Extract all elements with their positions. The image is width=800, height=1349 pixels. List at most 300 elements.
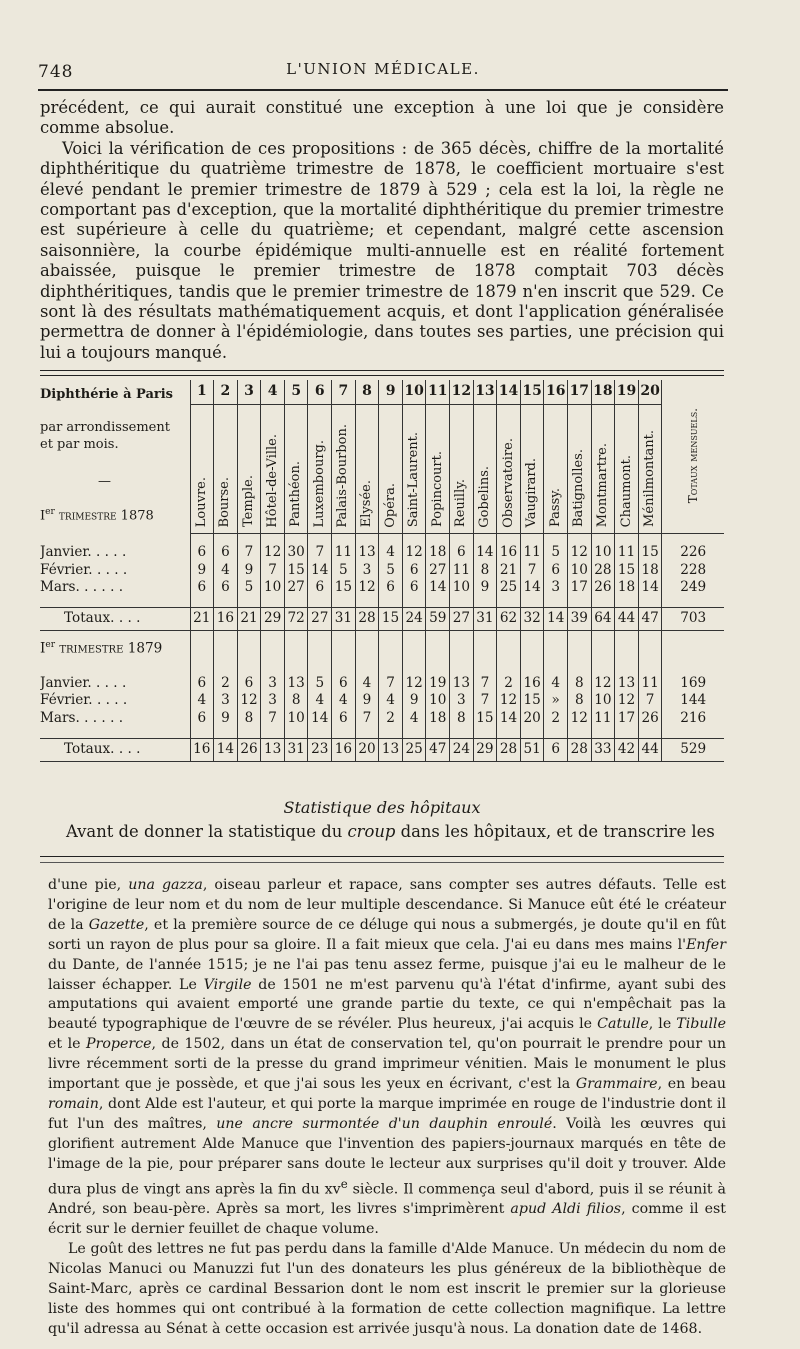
spacer-cell [214, 534, 238, 545]
spacer-cell [568, 665, 592, 675]
table-cell: 18 [615, 579, 639, 597]
table-cell: 4 [379, 544, 403, 562]
table-cell: 13 [284, 675, 308, 693]
spacer-cell [214, 630, 238, 665]
table-cell: 15 [615, 562, 639, 580]
spacer-cell [332, 665, 356, 675]
spacer-cell [497, 597, 521, 608]
arrondissement-header [237, 405, 261, 534]
column-number: 19 [615, 380, 639, 405]
arrondissement-name: Gobelins. [476, 465, 492, 528]
table-cell: 12 [237, 692, 261, 710]
table-cell: 16 [520, 675, 544, 693]
table-cell: 10 [261, 579, 285, 597]
spacer-cell [261, 728, 285, 739]
totals-cell: 44 [615, 607, 639, 630]
table-cell: 15 [473, 710, 497, 728]
quarter-1879-sup: er [45, 640, 56, 651]
column-number: 5 [284, 380, 308, 405]
spacer-cell [308, 728, 332, 739]
spacer-cell [544, 597, 568, 608]
table-cell: 11 [332, 544, 356, 562]
arrondissement-header [355, 405, 379, 534]
spacer-cell [520, 597, 544, 608]
month-label: Février. . . . . [40, 692, 128, 709]
feuilleton-paragraph-2: Le goût des lettres ne fut pas perdu dans la famille d'Alde Manuce. Un médecin du nom de Nicolas Manuci ou Manuzzi fut l'un des donateurs les plus généreux de la bibliothèque de Saint-Marc, après ce cardinal Bessarion dont le nom est inscrit le premier sur la glorieuse liste des hommes qui ont contribué à la formation de cette collection magnifique. La lettre qu'il adressa au Sénat à cette occasion est arrivée jusqu'à nous. La donation date de 1468. [48, 1241, 726, 1337]
table-cell: 10 [568, 562, 592, 580]
column-number: 2 [214, 380, 238, 405]
table-cell: 3 [261, 675, 285, 693]
spacer-cell [497, 728, 521, 739]
arrondissement-name: Panthéon. [288, 461, 304, 528]
spacer-cell [237, 728, 261, 739]
table-cell: 6 [402, 579, 426, 597]
table-cell: 15 [284, 562, 308, 580]
arrondissement-name: Passy. [547, 488, 563, 528]
monthly-total: 226 [662, 544, 724, 562]
spacer-cell [520, 728, 544, 739]
arrondissement-header [591, 405, 615, 534]
arrondissement-header [402, 405, 426, 534]
table-cell: 14 [473, 544, 497, 562]
table-cell: 12 [615, 692, 639, 710]
table-cell: 12 [497, 692, 521, 710]
table-cell: 17 [568, 579, 592, 597]
table-cell: 12 [355, 579, 379, 597]
table-cell: 5 [237, 579, 261, 597]
table-row [40, 562, 724, 580]
table-cell: 15 [520, 692, 544, 710]
spacer-cell [284, 534, 308, 545]
spacer-cell [40, 597, 190, 608]
spacer-cell [568, 597, 592, 608]
table-cell: 7 [638, 692, 662, 710]
table-cell: 4 [544, 675, 568, 693]
arrondissement-header [568, 405, 592, 534]
table-cell: 4 [308, 692, 332, 710]
arrondissement-header [450, 405, 474, 534]
arrondissement-name: Saint-Laurent. [406, 432, 422, 528]
totals-cell: 64 [591, 607, 615, 630]
spacer-cell [379, 534, 403, 545]
table-cell: 9 [190, 562, 214, 580]
month-label: Mars. . . . . . [40, 579, 124, 596]
spacer-cell [237, 597, 261, 608]
table-cell: 12 [591, 675, 615, 693]
totals-cell: 32 [520, 607, 544, 630]
table-label-header [40, 380, 190, 534]
table-cell: 13 [615, 675, 639, 693]
table-row [40, 675, 724, 693]
arrondissement-name: Hôtel-de-Ville. [264, 433, 280, 528]
total-column-name: Totaux mensuels. [686, 408, 701, 504]
table-cell: 7 [237, 544, 261, 562]
spacer-cell [190, 630, 214, 665]
totals-cell: 15 [379, 607, 403, 630]
table-cell: 21 [497, 562, 521, 580]
spacer-cell [379, 728, 403, 739]
table-cell: 6 [190, 675, 214, 693]
spacer-cell [591, 728, 615, 739]
table-cell: 8 [237, 710, 261, 728]
totals-cell: 47 [638, 607, 662, 630]
page-number: 748 [38, 62, 74, 82]
table-cell: 6 [308, 579, 332, 597]
spacer-cell [473, 728, 497, 739]
arrondissement-name: Luxembourg. [311, 439, 327, 528]
spacer-cell [40, 534, 190, 545]
totals-label: Totaux. . . . [40, 738, 190, 761]
spacer-cell [497, 534, 521, 545]
totals-cell: 62 [497, 607, 521, 630]
table-cell: 9 [402, 692, 426, 710]
spacer-cell [284, 630, 308, 665]
table-dash: — [98, 474, 111, 489]
monthly-total: 249 [662, 579, 724, 597]
table-cell: 14 [308, 710, 332, 728]
table-cell: 8 [473, 562, 497, 580]
table-cell: 15 [638, 544, 662, 562]
arrondissement-name: Bourse. [217, 476, 233, 528]
table-cell: 7 [261, 562, 285, 580]
arrondissement-name: Observatoire. [500, 437, 516, 528]
table-cell: 5 [379, 562, 403, 580]
spacer-cell [261, 534, 285, 545]
arrondissement-name: Temple. [241, 475, 256, 528]
table-title: Diphthérie à Paris [40, 387, 173, 402]
table-cell: 14 [520, 579, 544, 597]
table-cell: 27 [284, 579, 308, 597]
arrondissement-header [426, 405, 450, 534]
table-cell: 18 [426, 710, 450, 728]
spacer-cell [520, 630, 544, 665]
column-number: 7 [332, 380, 356, 405]
table-cell: 30 [284, 544, 308, 562]
spacer-cell [591, 534, 615, 545]
feuilleton-rule-2 [40, 862, 724, 863]
totals-cell: 39 [568, 607, 592, 630]
totals-cell: 31 [473, 607, 497, 630]
spacer-cell [355, 597, 379, 608]
table-cell: 9 [355, 692, 379, 710]
totals-cell: 72 [284, 607, 308, 630]
totals-cell: 21 [237, 607, 261, 630]
totals-cell: 29 [261, 607, 285, 630]
spacer-cell [520, 534, 544, 545]
spacer-cell [497, 665, 521, 675]
column-number: 18 [591, 380, 615, 405]
table-cell: 11 [638, 675, 662, 693]
table-cell: 6 [190, 710, 214, 728]
spacer-cell [426, 534, 450, 545]
table-cell: 11 [450, 562, 474, 580]
table-row [40, 544, 724, 562]
spacer-cell [379, 630, 403, 665]
totals-cell: 31 [332, 607, 356, 630]
spacer-cell [214, 665, 238, 675]
arrondissement-name: Popincourt. [429, 451, 445, 528]
spacer-cell [450, 597, 474, 608]
spacer-cell [355, 534, 379, 545]
table-cell: 12 [568, 544, 592, 562]
totals-cell: 42 [615, 738, 639, 761]
totals-cell: 16 [332, 738, 356, 761]
spacer-cell [568, 728, 592, 739]
hospitals-section-title: Statistique des hôpitaux [283, 798, 481, 817]
table-cell: 6 [332, 675, 356, 693]
journal-title: L'UNION MÉDICALE. [286, 60, 480, 78]
table-cell: 2 [379, 710, 403, 728]
table-cell: 3 [261, 692, 285, 710]
column-number: 12 [450, 380, 474, 405]
spacer-cell [284, 665, 308, 675]
spacer-cell [426, 665, 450, 675]
table-cell: 7 [355, 710, 379, 728]
hospitals-paragraph [40, 822, 724, 842]
arrondissement-header [214, 405, 238, 534]
intro-text [40, 98, 724, 363]
month-label: Mars. . . . . . [40, 709, 124, 726]
arrondissement-header [332, 405, 356, 534]
totals-cell: 26 [237, 738, 261, 761]
table-top-rule-2 [40, 375, 724, 376]
table-cell: 10 [591, 692, 615, 710]
table-cell: 4 [355, 675, 379, 693]
arrondissement-name: Palais-Bourbon. [335, 423, 351, 528]
table-cell: 10 [591, 544, 615, 562]
spacer-cell [237, 534, 261, 545]
column-number: 11 [426, 380, 450, 405]
table-row [40, 692, 724, 710]
totals-cell: 14 [544, 607, 568, 630]
spacer-cell [615, 630, 639, 665]
arrondissement-header [544, 405, 568, 534]
column-number: 14 [497, 380, 521, 405]
spacer-cell [450, 534, 474, 545]
table-cell: 3 [355, 562, 379, 580]
table-cell: 10 [426, 692, 450, 710]
table-cell: 16 [497, 544, 521, 562]
table-cell: 9 [237, 562, 261, 580]
arrondissement-header [190, 405, 214, 534]
hospitals-text-end: dans les hôpitaux, et de transcrire les [395, 822, 715, 841]
table-cell: 3 [544, 579, 568, 597]
totals-cell: 25 [402, 738, 426, 761]
arrondissement-name: Reuilly. [453, 479, 469, 528]
table-cell: 25 [497, 579, 521, 597]
page-header [38, 58, 728, 84]
spacer-cell [261, 665, 285, 675]
monthly-total: 228 [662, 562, 724, 580]
table-cell: 26 [591, 579, 615, 597]
table-cell: 5 [308, 675, 332, 693]
spacer-cell [615, 665, 639, 675]
spacer-cell [284, 597, 308, 608]
spacer-cell [544, 728, 568, 739]
column-number: 16 [544, 380, 568, 405]
arrondissement-name: Louvre. [193, 477, 209, 528]
spacer-cell [332, 534, 356, 545]
totals-label: Totaux. . . . [40, 607, 190, 630]
totals-cell: 33 [591, 738, 615, 761]
monthly-total: 216 [662, 710, 724, 728]
totals-cell: 28 [568, 738, 592, 761]
table-cell: 7 [379, 675, 403, 693]
table-cell: 4 [214, 562, 238, 580]
quarter-1879-label [40, 630, 190, 665]
table-cell: 18 [426, 544, 450, 562]
totals-cell: 20 [355, 738, 379, 761]
totals-cell: 28 [497, 738, 521, 761]
spacer-cell [308, 665, 332, 675]
spacer-cell [591, 665, 615, 675]
spacer-cell [308, 534, 332, 545]
spacer-cell [638, 728, 662, 739]
grand-total: 703 [662, 607, 724, 630]
table-cell: 13 [355, 544, 379, 562]
intro-paragraph-2: Voici la vérification de ces propositions : de 365 décès, chiffre de la mortalité diphthéritique du quatrième trimestre de 1878, le coefficient mortuaire s'est élevé pendant le premier trimestre de 1879 à 529 ; cela est la loi, la règle ne comportant pas d'exception, que la mortalité diphthéritique du premier trimestre est supérieure à celle du quatrième; et cependant, malgré cette ascension saisonnière, la courbe épidémique multi-annuelle est en réalité fortement abaissée, puisque le premier trimestre de 1878 comptait 703 décès diphthéritiques, tandis que le premier trimestre de 1879 n'en inscrit que 529. Ce sont là des résultats mathématiquement acquis, et dont l'application généralisée permettra de donner à l'épidémiologie, dans toutes ses parties, une précision qui lui a toujours manqué. [40, 138, 724, 362]
spacer-cell [237, 630, 261, 665]
spacer-cell [568, 534, 592, 545]
quarter-1878-roman: I [40, 508, 46, 524]
table-cell: 6 [214, 544, 238, 562]
table-cell: 6 [190, 579, 214, 597]
spacer-cell [662, 597, 724, 608]
spacer-cell [402, 728, 426, 739]
spacer-cell [355, 665, 379, 675]
table-cell: 4 [190, 692, 214, 710]
spacer-cell [284, 728, 308, 739]
column-number: 17 [568, 380, 592, 405]
quarter-1878-text: trimestre 1878 [54, 508, 154, 524]
monthly-total: 144 [662, 692, 724, 710]
spacer-cell [473, 665, 497, 675]
table-row [40, 579, 724, 597]
table-cell: 6 [332, 710, 356, 728]
totals-cell: 23 [308, 738, 332, 761]
totals-cell: 24 [402, 607, 426, 630]
totals-cell: 28 [355, 607, 379, 630]
table-cell: 6 [214, 579, 238, 597]
table-cell: 7 [520, 562, 544, 580]
spacer-cell [402, 665, 426, 675]
spacer-cell [379, 597, 403, 608]
table-cell: 6 [450, 544, 474, 562]
arrondissement-header [284, 405, 308, 534]
grand-total: 529 [662, 738, 724, 761]
spacer-cell [214, 597, 238, 608]
column-number: 1 [190, 380, 214, 405]
table-cell: 27 [426, 562, 450, 580]
column-number: 13 [473, 380, 497, 405]
spacer-cell [332, 728, 356, 739]
arrondissement-name: Montmartre. [594, 443, 610, 528]
spacer-cell [426, 630, 450, 665]
table-cell: 11 [520, 544, 544, 562]
arrondissement-name: Chaumont. [618, 455, 634, 528]
spacer-cell [40, 728, 190, 739]
table-cell: 18 [638, 562, 662, 580]
totals-cell: 51 [520, 738, 544, 761]
spacer-cell [214, 728, 238, 739]
spacer-cell [662, 665, 724, 675]
header-rule [38, 89, 728, 91]
totals-row [40, 738, 724, 761]
table-cell: 28 [591, 562, 615, 580]
arrondissement-header [261, 405, 285, 534]
arrondissement-header [497, 405, 521, 534]
totals-cell: 6 [544, 738, 568, 761]
intro-paragraph-1: précédent, ce qui aurait constitué une exception à une loi que je considère comme absolue. [40, 98, 724, 138]
table-cell: 6 [544, 562, 568, 580]
spacer-cell [520, 665, 544, 675]
totals-cell: 21 [190, 607, 214, 630]
column-number: 4 [261, 380, 285, 405]
arrondissement-header [473, 405, 497, 534]
totals-cell: 27 [450, 607, 474, 630]
table-cell: 6 [379, 579, 403, 597]
table-cell: 6 [402, 562, 426, 580]
month-label: Février. . . . . [40, 561, 128, 578]
table-cell: 9 [473, 579, 497, 597]
monthly-total: 169 [662, 675, 724, 693]
totals-row [40, 607, 724, 630]
feuilleton-paragraph-1: d'une pie, una gazza, oiseau parleur et rapace, sans compter ses autres défauts. Telle est l'origine de leur nom et du nom de leur multiple descendance. Si Manuce eût été le créateur de la Gazette, et la première source de ce déluge qui nous a submergés, je doute qu'il en fût sorti un rayon de plus pour sa gloire. Il a fait mieux que cela. J'ai eu dans mes mains l'Enfer du Dante, de l'année 1515; je ne l'ai pas tenu assez ferme, puisque j'ai eu le malheur de le laisser échapper. Le Virgile de 1501 ne m'est parvenu qu'à l'état d'infirme, ayant subi des amputations qui avaient emporté une grande partie du texte, ce qui n'empêchait pas la beauté typographique de l'œuvre de se révéler. Plus heureux, j'ai acquis le Catulle, le Tibulle et le Properce, de 1502, dans un état de conservation tel, qu'on pourrait le prendre pour un livre récemment sorti de la presse du grand imprimeur vénitien. Mais le monument le plus important que je possède, et que j'ai sous les yeux en écrivant, c'est la Grammaire, en beau romain, dont Alde est l'auteur, et qui porte la marque imprimée en rouge de l'industrie dont il fut l'un des maîtres, une ancre surmontée d'un dauphin enroulé. Voilà les œuvres qui glorifient autrement Alde Manuce que l'invention des papiers-journaux marqués en tête de l'image de la pie, pour préparer sans doute le lecteur aux surprises qu'il doit y trouver. Alde dura plus de vingt ans après la fin du $xv^e$ siècle. Il commença seul d'abord, puis il se réunit à André, son beau-père. Après sa mort, les livres s'imprimèrent apud Aldi filios, comme il est écrit sur le dernier feuillet de chaque volume. [48, 877, 727, 1238]
totals-cell: 47 [426, 738, 450, 761]
spacer-cell [308, 630, 332, 665]
spacer-cell [638, 597, 662, 608]
arrondissement-header [308, 405, 332, 534]
feuilleton-text [48, 876, 726, 1340]
arrondissement-name: Vaugirard. [524, 457, 540, 528]
table-cell: 19 [426, 675, 450, 693]
spacer-cell [308, 597, 332, 608]
table-cell: 8 [568, 675, 592, 693]
table-cell: 7 [261, 710, 285, 728]
table-cell: 12 [261, 544, 285, 562]
table-cell: 12 [568, 710, 592, 728]
quarter-1878-sup: er [45, 507, 55, 517]
table-row [40, 710, 724, 728]
totals-cell: 24 [450, 738, 474, 761]
spacer-cell [662, 534, 724, 545]
table-cell: 3 [214, 692, 238, 710]
totals-cell: 59 [426, 607, 450, 630]
table-cell: » [544, 692, 568, 710]
table-cell: 6 [190, 544, 214, 562]
column-number: 8 [355, 380, 379, 405]
table-cell: 14 [497, 710, 521, 728]
arrondissement-header [615, 405, 639, 534]
spacer-cell [237, 665, 261, 675]
table-cell: 2 [544, 710, 568, 728]
column-number: 3 [237, 380, 261, 405]
totals-cell: 27 [308, 607, 332, 630]
table-cell: 20 [520, 710, 544, 728]
feuilleton-rule [40, 856, 724, 857]
spacer-cell [426, 597, 450, 608]
arrondissement-header [638, 405, 662, 534]
spacer-cell [591, 597, 615, 608]
arrondissement-name: Ménilmontant. [642, 430, 658, 528]
totals-cell: 13 [261, 738, 285, 761]
table-top-rule [40, 370, 724, 371]
column-number: 15 [520, 380, 544, 405]
spacer-cell [355, 728, 379, 739]
spacer-cell [615, 728, 639, 739]
table-cell: 12 [402, 675, 426, 693]
arrondissement-name: Elysée. [358, 480, 374, 528]
